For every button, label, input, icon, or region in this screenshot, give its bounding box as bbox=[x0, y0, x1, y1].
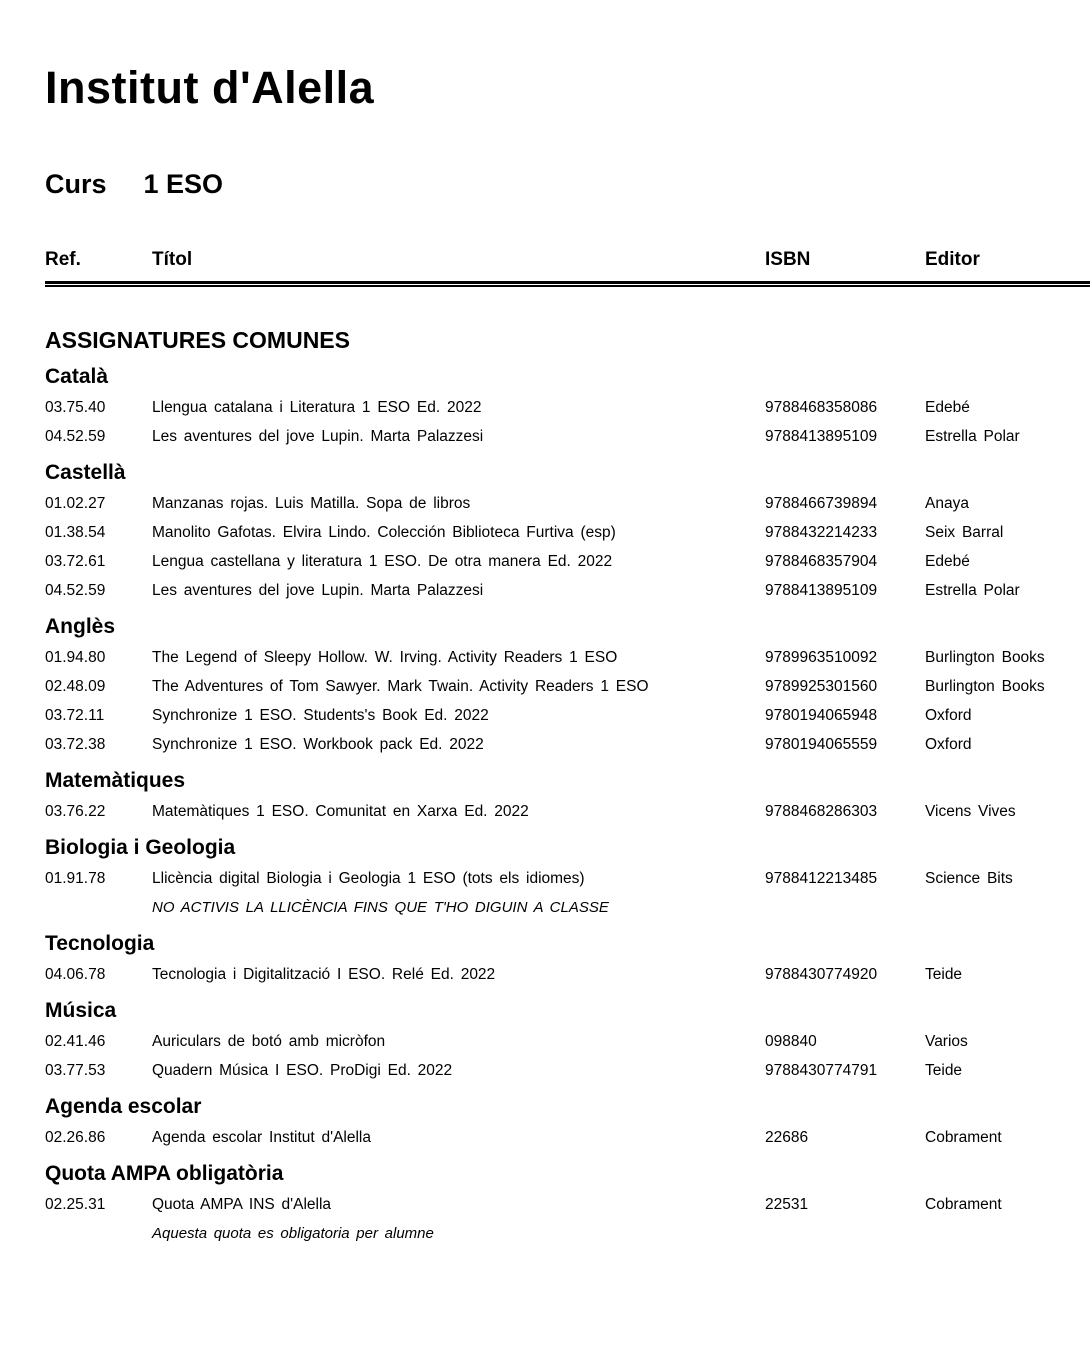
book-title: Llengua catalana i Literatura 1 ESO Ed. 2022 bbox=[152, 399, 482, 416]
book-title: Auriculars de botó amb micròfon bbox=[152, 1033, 386, 1050]
book-title: Matemàtiques 1 ESO. Comunitat en Xarxa Ed. 2022 bbox=[152, 803, 529, 820]
book-isbn: 9780194065948 bbox=[765, 707, 878, 724]
book-title: Synchronize 1 ESO. Students's Book Ed. 2022 bbox=[152, 707, 489, 724]
book-note-spacer bbox=[765, 1219, 925, 1248]
book-note: NO ACTIVIS LA LLICÈNCIA FINS QUE T'HO DIGUIN A CLASSE bbox=[152, 899, 609, 916]
book-row bbox=[45, 701, 1070, 730]
sections-container bbox=[45, 362, 1070, 1248]
book-row bbox=[45, 797, 1070, 826]
book-ref: 04.52.59 bbox=[45, 582, 106, 599]
section-heading: Música bbox=[45, 999, 117, 1022]
book-editor: Cobrament bbox=[925, 1129, 1002, 1146]
book-isbn: 9788466739894 bbox=[765, 495, 878, 512]
book-editor: Teide bbox=[925, 1062, 963, 1079]
book-editor: Varios bbox=[925, 1033, 968, 1050]
book-title: Synchronize 1 ESO. Workbook pack Ed. 2022 bbox=[152, 736, 484, 753]
book-isbn: 9788412213485 bbox=[765, 870, 878, 887]
book-isbn: 9788468286303 bbox=[765, 803, 878, 820]
book-row bbox=[45, 1123, 1070, 1152]
book-isbn: 9788430774920 bbox=[765, 966, 878, 983]
table-header bbox=[45, 248, 1070, 272]
book-note-spacer bbox=[765, 893, 925, 922]
course-value: 1 ESO bbox=[143, 169, 224, 199]
book-row bbox=[45, 422, 1070, 451]
book-ref: 02.25.31 bbox=[45, 1196, 106, 1213]
book-row bbox=[45, 672, 1070, 701]
book-title: Manolito Gafotas. Elvira Lindo. Colección Biblioteca Furtiva (esp) bbox=[152, 524, 616, 541]
book-ref: 02.48.09 bbox=[45, 678, 106, 695]
book-isbn: 9789963510092 bbox=[765, 649, 878, 666]
book-row bbox=[45, 960, 1070, 989]
book-note-spacer bbox=[45, 893, 152, 922]
book-title: Tecnologia i Digitalització I ESO. Relé Ed. 2022 bbox=[152, 966, 496, 983]
book-editor: Estrella Polar bbox=[925, 428, 1020, 445]
section-heading: Català bbox=[45, 365, 109, 388]
book-title: Quota AMPA INS d'Alella bbox=[152, 1196, 332, 1213]
book-ref: 01.02.27 bbox=[45, 495, 106, 512]
book-ref: 03.72.61 bbox=[45, 553, 106, 570]
section-heading: Anglès bbox=[45, 615, 116, 638]
book-note-row bbox=[45, 893, 1070, 922]
column-header-title: Títol bbox=[152, 249, 193, 270]
book-row bbox=[45, 1027, 1070, 1056]
book-editor: Cobrament bbox=[925, 1196, 1002, 1213]
book-ref: 04.52.59 bbox=[45, 428, 106, 445]
book-note-row bbox=[45, 1219, 1070, 1248]
book-row bbox=[45, 1190, 1070, 1219]
book-ref: 03.77.53 bbox=[45, 1062, 106, 1079]
book-title: The Legend of Sleepy Hollow. W. Irving. Activity Readers 1 ESO bbox=[152, 649, 618, 666]
book-editor: Anaya bbox=[925, 495, 969, 512]
book-row bbox=[45, 576, 1070, 605]
book-isbn: 9780194065559 bbox=[765, 736, 878, 753]
book-note-spacer bbox=[45, 1219, 152, 1248]
book-isbn: 9788413895109 bbox=[765, 582, 878, 599]
book-row bbox=[45, 393, 1070, 422]
book-editor: Burlington Books bbox=[925, 649, 1045, 666]
book-note-spacer bbox=[925, 893, 1070, 922]
book-title: Lengua castellana y literatura 1 ESO. De otra manera Ed. 2022 bbox=[152, 553, 613, 570]
book-note-spacer bbox=[925, 1219, 1070, 1248]
book-title: Quadern Música I ESO. ProDigi Ed. 2022 bbox=[152, 1062, 453, 1079]
book-editor: Seix Barral bbox=[925, 524, 1004, 541]
section-heading: Agenda escolar bbox=[45, 1095, 202, 1118]
book-isbn: 9788432214233 bbox=[765, 524, 878, 541]
book-row bbox=[45, 643, 1070, 672]
section-heading: Tecnologia bbox=[45, 932, 155, 955]
book-editor: Burlington Books bbox=[925, 678, 1045, 695]
book-ref: 01.38.54 bbox=[45, 524, 106, 541]
book-editor: Edebé bbox=[925, 553, 970, 570]
book-isbn: 22686 bbox=[765, 1129, 809, 1146]
book-isbn: 9788413895109 bbox=[765, 428, 878, 445]
section-heading: Castellà bbox=[45, 461, 126, 484]
book-ref: 03.72.11 bbox=[45, 707, 105, 724]
book-isbn: 9788430774791 bbox=[765, 1062, 878, 1079]
book-ref: 02.26.86 bbox=[45, 1129, 106, 1146]
book-title: Manzanas rojas. Luis Matilla. Sopa de libros bbox=[152, 495, 471, 512]
book-row bbox=[45, 864, 1070, 893]
book-editor: Teide bbox=[925, 966, 963, 983]
column-header-ref: Ref. bbox=[45, 249, 81, 270]
book-row bbox=[45, 1056, 1070, 1085]
book-row bbox=[45, 730, 1070, 759]
book-ref: 03.76.22 bbox=[45, 803, 106, 820]
course-label: Curs bbox=[45, 169, 107, 199]
book-title: Les aventures del jove Lupin. Marta Palazzesi bbox=[152, 582, 484, 599]
column-header-isbn: ISBN bbox=[765, 249, 811, 270]
book-ref: 03.72.38 bbox=[45, 736, 106, 753]
book-editor: Estrella Polar bbox=[925, 582, 1020, 599]
book-ref: 01.94.80 bbox=[45, 649, 106, 666]
book-ref: 01.91.78 bbox=[45, 870, 106, 887]
page-title: Institut d'Alella bbox=[45, 62, 375, 113]
book-note: Aquesta quota es obligatoria per alumne bbox=[152, 1225, 434, 1242]
book-title: Les aventures del jove Lupin. Marta Palazzesi bbox=[152, 428, 484, 445]
column-header-editor: Editor bbox=[925, 249, 980, 270]
book-isbn: 9788468358086 bbox=[765, 399, 878, 416]
book-isbn: 9788468357904 bbox=[765, 553, 878, 570]
book-isbn: 22531 bbox=[765, 1196, 809, 1213]
book-isbn: 098840 bbox=[765, 1033, 817, 1050]
book-isbn: 9789925301560 bbox=[765, 678, 878, 695]
book-ref: 04.06.78 bbox=[45, 966, 106, 983]
book-editor: Oxford bbox=[925, 707, 972, 724]
book-title: Llicència digital Biologia i Geologia 1 ESO (tots els idiomes) bbox=[152, 870, 585, 887]
section-heading: Matemàtiques bbox=[45, 769, 186, 792]
book-row bbox=[45, 489, 1070, 518]
header-divider bbox=[45, 281, 1090, 287]
course-line bbox=[45, 169, 1070, 200]
book-title: The Adventures of Tom Sawyer. Mark Twain. Activity Readers 1 ESO bbox=[152, 678, 649, 695]
group-title: ASSIGNATURES COMUNES bbox=[45, 327, 350, 353]
book-editor: Science Bits bbox=[925, 870, 1013, 887]
book-row bbox=[45, 518, 1070, 547]
book-editor: Edebé bbox=[925, 399, 970, 416]
book-editor: Oxford bbox=[925, 736, 972, 753]
book-title: Agenda escolar Institut d'Alella bbox=[152, 1129, 371, 1146]
book-row bbox=[45, 547, 1070, 576]
section-heading: Quota AMPA obligatòria bbox=[45, 1162, 284, 1185]
book-ref: 03.75.40 bbox=[45, 399, 106, 416]
book-ref: 02.41.46 bbox=[45, 1033, 106, 1050]
section-heading: Biologia i Geologia bbox=[45, 836, 236, 859]
book-editor: Vicens Vives bbox=[925, 803, 1016, 820]
